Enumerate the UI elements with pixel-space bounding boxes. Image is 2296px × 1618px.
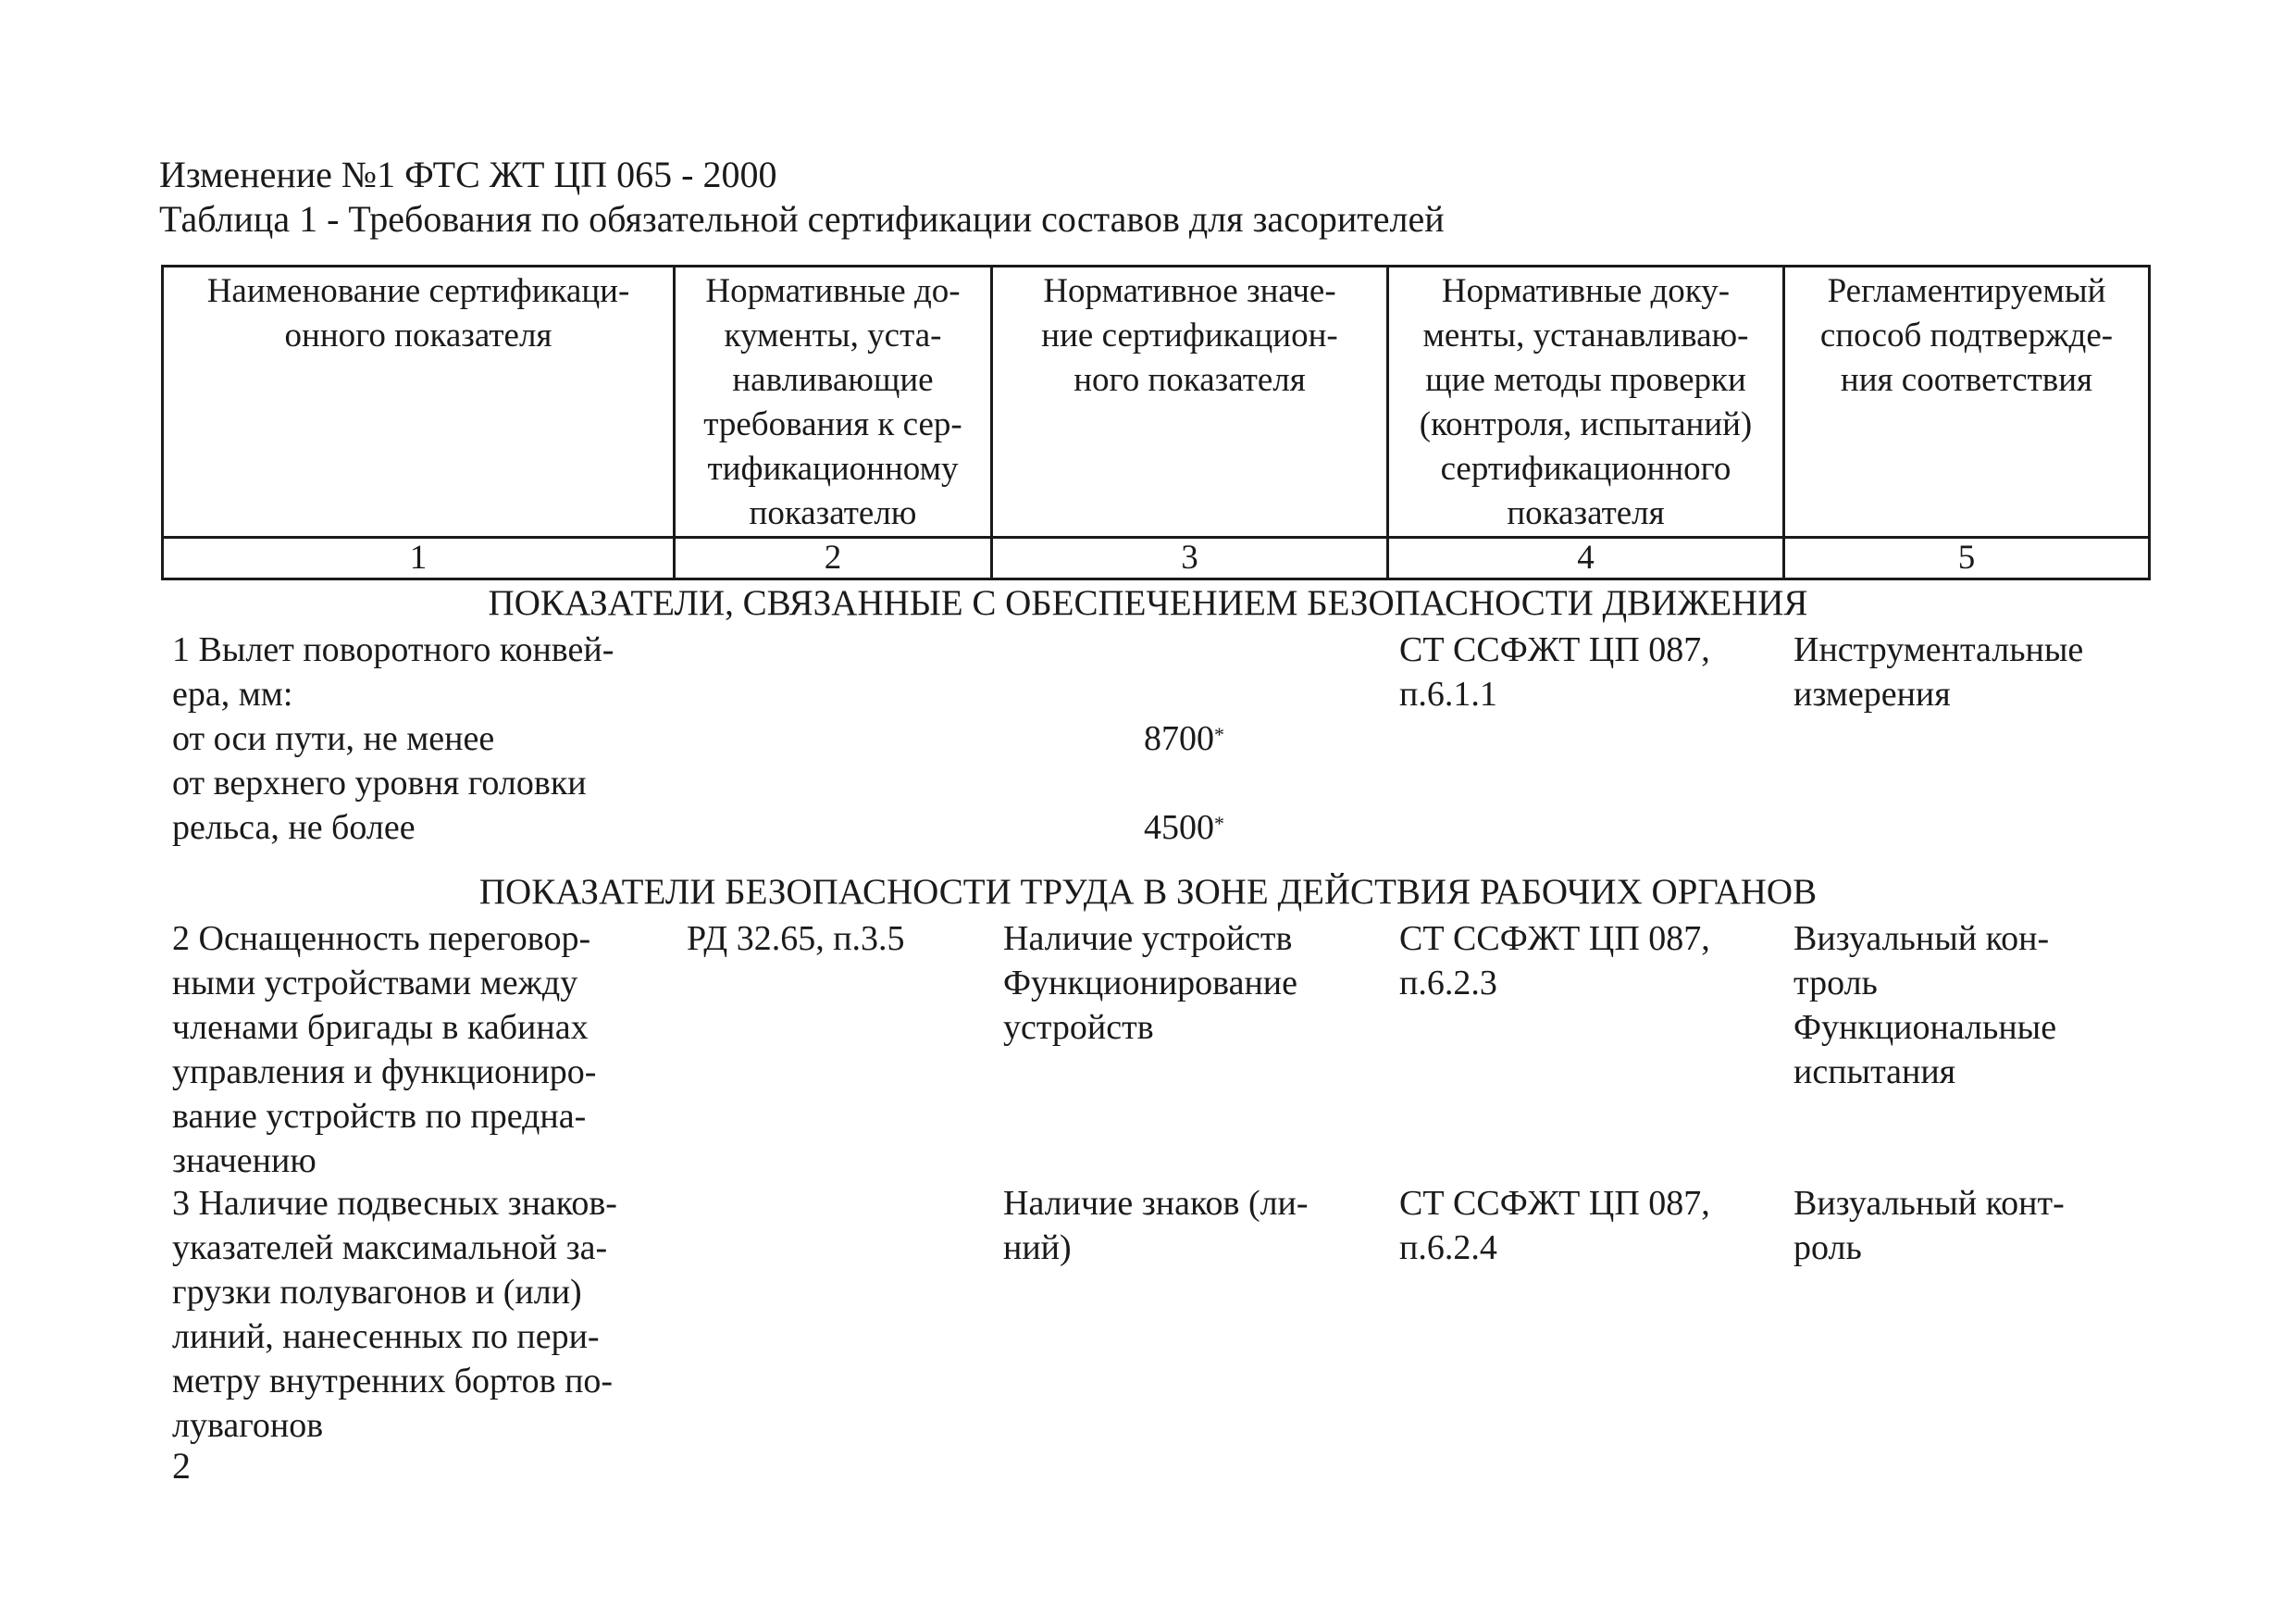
section-title-labor-safety: ПОКАЗАТЕЛИ БЕЗОПАСНОСТИ ТРУДА В ЗОНЕ ДЕЙСТВИЯ РАБОЧИХ ОРГАНОВ	[478, 872, 1818, 912]
row1-value-axis: 8700*	[1144, 719, 1224, 758]
header-col-5: Регламентируемый способ подтвержде- ния соответствия	[1784, 267, 2150, 538]
row1-subitem-rail: от верхнего уровня головки рельса, не более	[172, 764, 587, 847]
footnote-mark: *	[1214, 812, 1224, 835]
row2-methods: СТ ССФЖТ ЦП 087, п.6.2.3	[1399, 919, 1710, 1002]
row2-name: 2 Оснащенность переговор- ными устройствами между членами бригады в кабинах управления и функциониро- вание устройств по предна- значению	[172, 919, 597, 1180]
header-col-3: Нормативное значе- ние сертификацион- ного показателя	[992, 267, 1388, 538]
row3-methods: СТ ССФЖТ ЦП 087, п.6.2.4	[1399, 1184, 1710, 1267]
row1-subitem-axis: от оси пути, не менее	[172, 719, 495, 758]
row3-confirmation: Визуальный конт- роль	[1793, 1184, 2065, 1267]
footnote-mark: *	[1214, 723, 1224, 746]
page-number: 2	[172, 1445, 191, 1487]
header-row	[163, 267, 2150, 538]
row1-value-rail: 4500*	[1144, 808, 1224, 847]
row3-name: 3 Наличие подвесных знаков- указателей максимальной за- грузки полувагонов и (или) линий, нанесенных по пери- метру внутренних бортов по- лувагонов	[172, 1184, 617, 1445]
col-number-1: 1	[163, 538, 675, 579]
table-header	[161, 265, 2151, 580]
header-col-1: Наименование сертификаци- онного показателя	[163, 267, 675, 538]
table-caption: Таблица 1 - Требования по обязательной сертификации составов для засорителей	[159, 198, 1445, 240]
row3-value: Наличие знаков (ли- ний)	[1003, 1184, 1309, 1267]
row2-confirmation: Визуальный кон- троль Функциональные испытания	[1793, 919, 2057, 1091]
header-col-2: Нормативные до- кументы, уста- навливающие требования к сер- тификационному показателю	[675, 267, 992, 538]
header-number-row	[163, 538, 2150, 579]
row2-value: Наличие устройств Функционирование устройств	[1003, 919, 1298, 1047]
document-title: Изменение №1 ФТС ЖТ ЦП 065 - 2000	[159, 154, 777, 195]
col-number-5: 5	[1784, 538, 2150, 579]
col-number-4: 4	[1388, 538, 1784, 579]
section-title-traffic-safety: ПОКАЗАТЕЛИ, СВЯЗАННЫЕ С ОБЕСПЕЧЕНИЕМ БЕЗОПАСНОСТИ ДВИЖЕНИЯ	[488, 583, 1808, 623]
header-col-4: Нормативные доку- менты, устанавливаю- щие методы проверки (контроля, испытаний) сертификационного показателя	[1388, 267, 1784, 538]
col-number-3: 3	[992, 538, 1388, 579]
row2-docs: РД 32.65, п.3.5	[687, 919, 905, 958]
row1-confirmation: Инструментальные измерения	[1793, 630, 2084, 714]
row1-methods: СТ ССФЖТ ЦП 087, п.6.1.1	[1399, 630, 1710, 714]
col-number-2: 2	[675, 538, 992, 579]
row1-name: 1 Вылет поворотного конвей- ера, мм:	[172, 630, 614, 714]
